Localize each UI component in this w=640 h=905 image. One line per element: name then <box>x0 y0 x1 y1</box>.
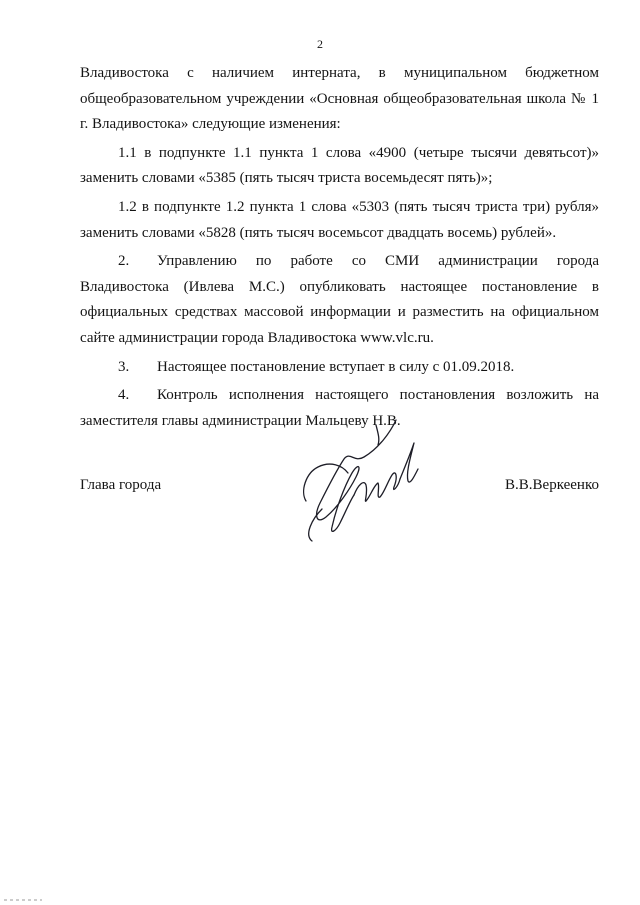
list-item-text: Контроль исполнения настоящего постановления возложить на заместителя главы администрации Мальцеву Н.В. <box>80 387 599 429</box>
list-item-text: Настоящее постановление вступает в силу с 01.09.2018. <box>157 358 515 375</box>
list-item-number: 4. <box>118 387 130 404</box>
paragraph-subitem-1-2: 1.2 в подпункте 1.2 пункта 1 слова «5303 (пять тысяч триста три) рубля» заменить словами «5828 (пять тысяч восемьсот двадцать восемь) рублей». <box>80 198 599 241</box>
paragraph-continuation: Владивостока с наличием интерната, в муниципальном бюджетном общеобразовательном учреждении «Основная общеобразовательная школа № 1 г. Владивостока» следующие изменения: <box>80 65 599 133</box>
scan-edge-mark <box>4 898 44 902</box>
list-item-number: 2. <box>118 253 130 270</box>
list-item-text: Управлению по работе со СМИ администрации города Владивостока (Ивлева М.С.) опубликовать настоящее постановление в официальных средствах массовой информации и разместить на официальном сайте администрации города Владивостока www.vlc.ru. <box>80 253 599 346</box>
signatory-name: В.В.Веркеенко <box>505 477 599 493</box>
signatory-position: Глава города <box>80 477 162 493</box>
list-item-2 <box>80 249 599 351</box>
document-body <box>80 61 599 434</box>
list-item-3 <box>80 355 599 381</box>
handwritten-signature <box>292 415 432 550</box>
page-number: 2 <box>317 37 323 51</box>
paragraph-subitem-1-1: 1.1 в подпункте 1.1 пункта 1 слова «4900 (четыре тысячи девятьсот)» заменить словами «5385 (пять тысяч триста восемьдесят пять)»; <box>80 144 599 187</box>
list-item-number: 3. <box>118 358 130 375</box>
